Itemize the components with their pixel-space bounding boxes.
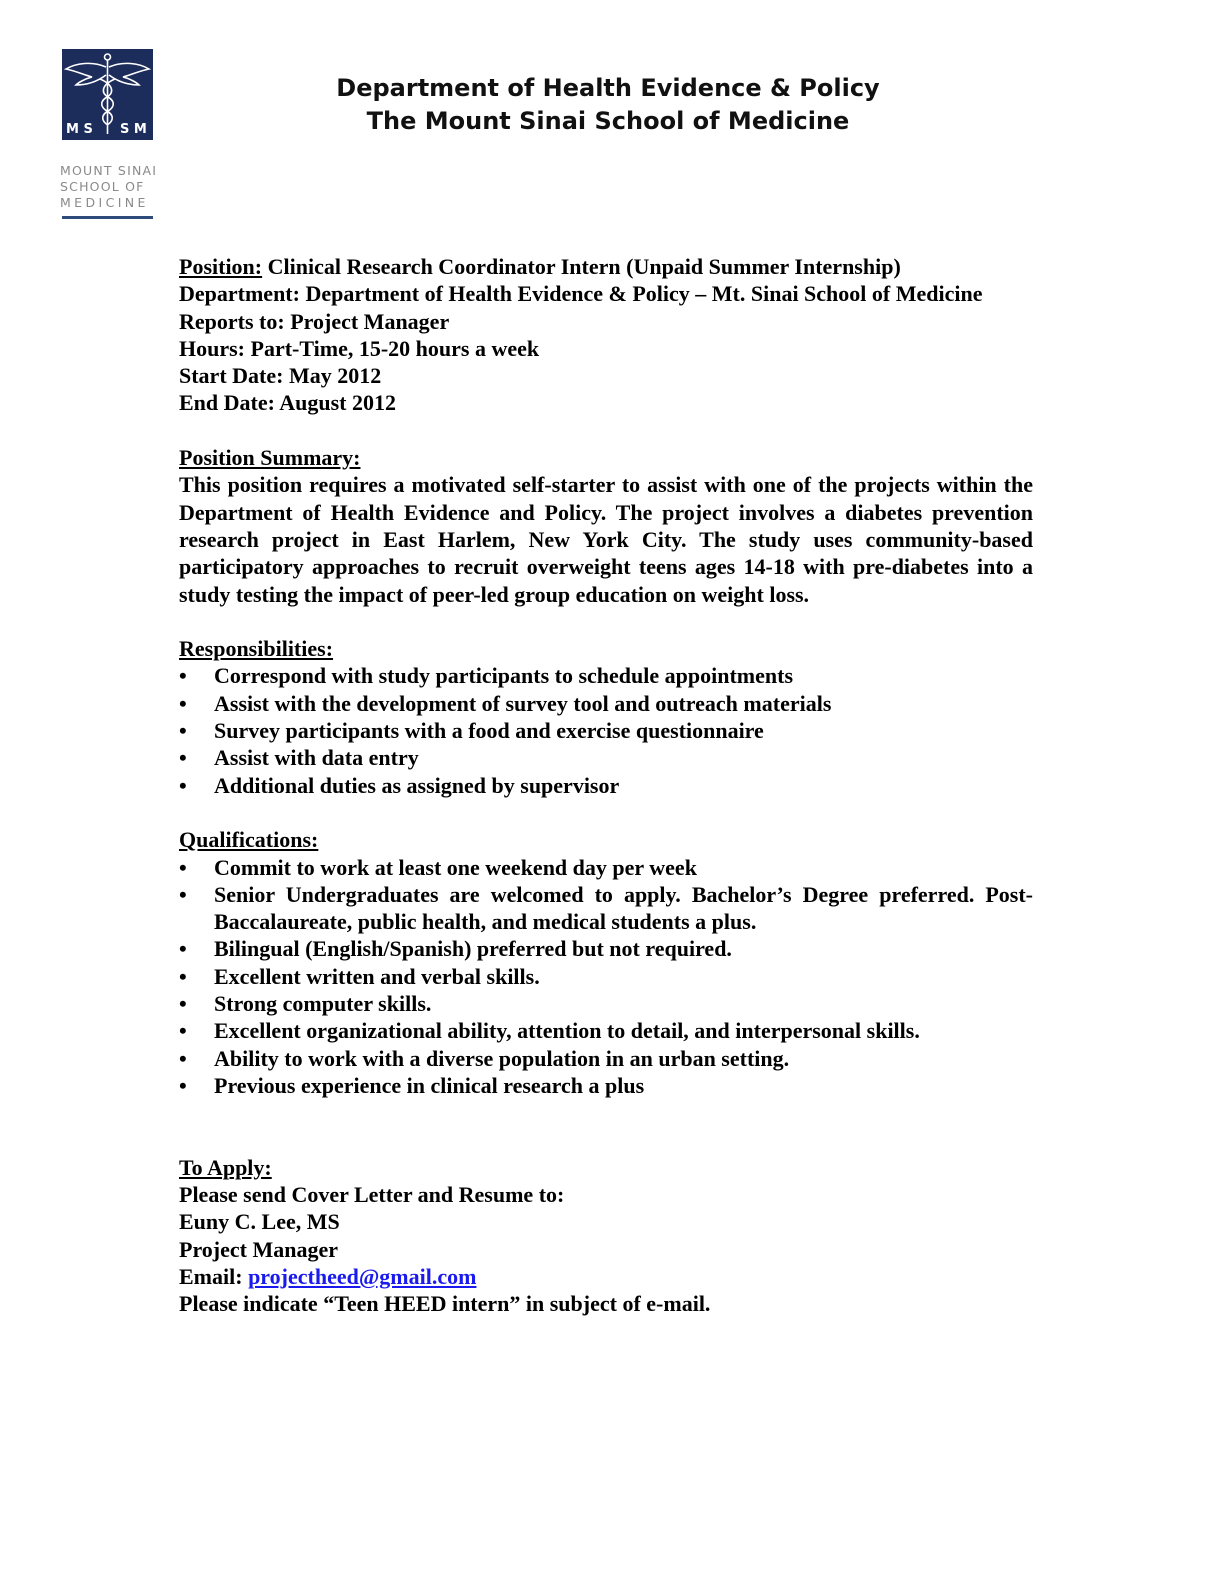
position-value: Clinical Research Coordinator Intern (Unpaid Summer Internship) [262, 254, 901, 279]
item-text: Excellent written and verbal skills. [214, 963, 540, 989]
school-title: The Mount Sinai School of Medicine [366, 107, 850, 135]
bullet-icon: • [179, 963, 187, 989]
item-text: Strong computer skills. [214, 991, 432, 1017]
item-text: Survey participants with a food and exercise questionnaire [214, 718, 764, 744]
bullet-icon: • [179, 936, 187, 962]
subject-note: Please indicate “Teen HEED intern” in subject of e-mail. [179, 1291, 711, 1317]
logo-line-2: SCHOOL OF [60, 179, 145, 194]
list-item [179, 717, 1033, 744]
department-title: Department of Health Evidence & Policy [336, 74, 880, 102]
list-item [179, 854, 1033, 881]
document-header [300, 72, 916, 138]
responsibilities-heading: Responsibilities: [179, 636, 334, 662]
list-item [179, 690, 1033, 717]
email-label: Email: [179, 1263, 249, 1289]
position-line [179, 253, 1033, 280]
bullet-icon: • [179, 1018, 187, 1044]
item-text: Assist with the development of survey tool and outreach materials [214, 690, 832, 716]
bullet-icon: • [179, 1045, 187, 1071]
mssm-logo [62, 49, 153, 140]
list-item [179, 662, 1033, 689]
list-item [179, 1017, 1033, 1044]
item-text: Previous experience in clinical research a plus [214, 1072, 645, 1098]
responsibilities-list [179, 662, 1033, 798]
bullet-icon: • [179, 991, 187, 1017]
item-text: Ability to work with a diverse population in an urban setting. [214, 1045, 790, 1071]
item-text: Senior Undergraduates are welcomed to apply. Bachelor’s Degree preferred. Post-Baccalaureate, public health, and medical students a plus. [214, 881, 1033, 935]
logo-wordmark [60, 163, 156, 211]
reports-to-line: Reports to: Project Manager [179, 308, 450, 334]
bullet-icon: • [179, 718, 187, 744]
list-item [179, 881, 1033, 936]
list-item [179, 963, 1033, 990]
logo-monogram-right: S M [120, 122, 147, 137]
email-link[interactable]: projectheed@gmail.com [248, 1263, 477, 1289]
position-label: Position: [179, 254, 263, 279]
bullet-icon: • [179, 663, 187, 689]
logo-underline [62, 216, 153, 219]
item-text: Bilingual (English/Spanish) preferred but not required. [214, 936, 732, 962]
document-body [179, 253, 1033, 1318]
item-text: Commit to work at least one weekend day per week [214, 854, 697, 880]
qualifications-heading: Qualifications: [179, 827, 319, 853]
item-text: Additional duties as assigned by supervisor [214, 772, 620, 798]
apply-heading: To Apply: [179, 1154, 272, 1180]
apply-instructions: Please send Cover Letter and Resume to: [179, 1182, 565, 1208]
list-item [179, 772, 1033, 799]
hours-line: Hours: Part-Time, 15-20 hours a week [179, 335, 540, 361]
bullet-icon: • [179, 1072, 187, 1098]
summary-text: This position requires a motivated self-starter to assist with one of the projects within the Department of Health Evidence and Policy. The project involves a diabetes prevention research project in East Harlem, New York City. The study uses community-based participatory approaches to recruit overweight teens ages 14-18 with pre-diabetes into a study testing the impact of peer-led group education on weight loss. [179, 472, 1033, 607]
start-date-line: Start Date: May 2012 [179, 363, 382, 389]
qualifications-list [179, 854, 1033, 1100]
department-line: Department: Department of Health Evidence & Policy – Mt. Sinai School of Medicine [179, 281, 983, 307]
list-item [179, 1072, 1033, 1099]
caduceus-icon [62, 49, 153, 140]
list-item [179, 1045, 1033, 1072]
bullet-icon: • [179, 854, 187, 880]
item-text: Assist with data entry [214, 745, 419, 771]
logo-monogram-left: M S [66, 122, 93, 137]
bullet-icon: • [179, 745, 187, 771]
logo-line-3: MEDICINE [60, 195, 149, 210]
email-line [179, 1263, 1033, 1290]
item-text: Correspond with study participants to schedule appointments [214, 663, 794, 689]
bullet-icon: • [179, 690, 187, 716]
logo-line-1: MOUNT SINAI [60, 163, 158, 178]
bullet-icon: • [179, 772, 187, 798]
bullet-icon: • [179, 881, 187, 907]
list-item [179, 935, 1033, 962]
list-item [179, 990, 1033, 1017]
summary-heading: Position Summary: [179, 445, 361, 471]
contact-title: Project Manager [179, 1236, 339, 1262]
contact-name: Euny C. Lee, MS [179, 1209, 340, 1235]
item-text: Excellent organizational ability, attention to detail, and interpersonal skills. [214, 1018, 920, 1044]
list-item [179, 744, 1033, 771]
end-date-line: End Date: August 2012 [179, 390, 396, 416]
